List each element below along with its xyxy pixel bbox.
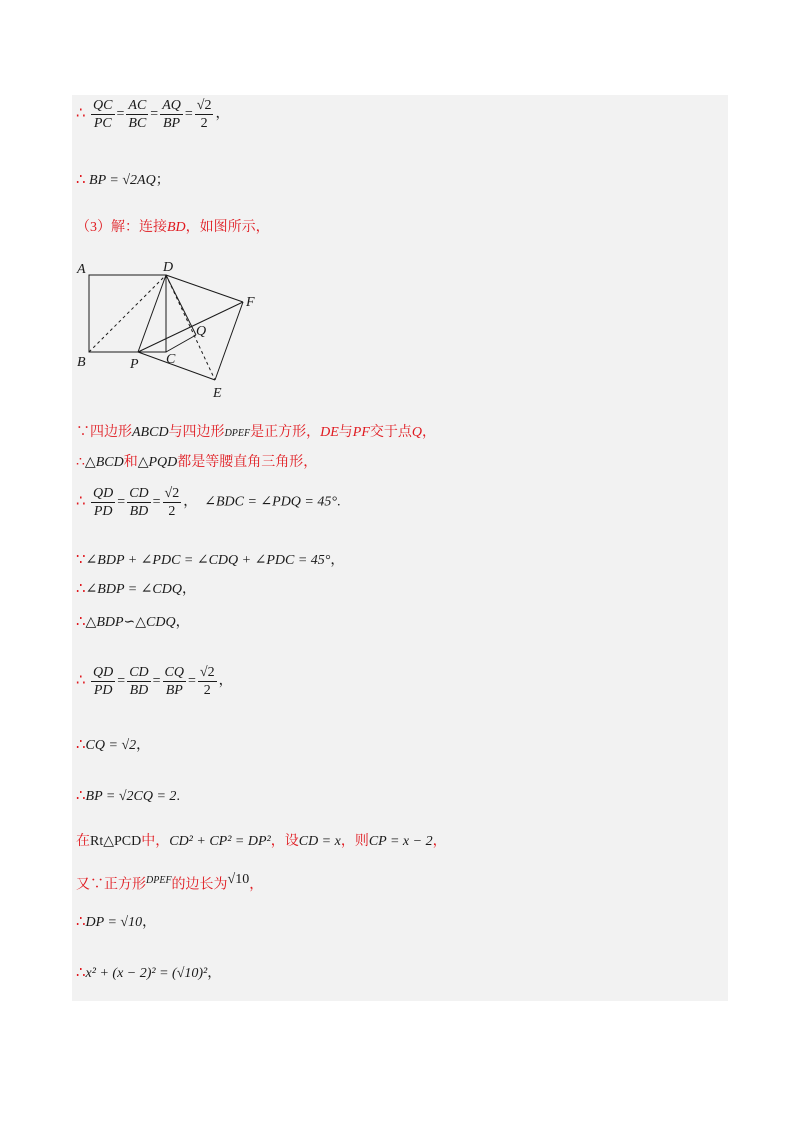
text: 交于点 xyxy=(369,425,412,440)
text: ，则 xyxy=(340,834,369,849)
numerator: √2 xyxy=(164,486,180,501)
therefore-symbol: ∴ xyxy=(76,172,86,188)
numerator: AC xyxy=(128,98,147,113)
label-F: F xyxy=(246,295,255,310)
therefore-symbol: ∴ xyxy=(76,614,86,630)
therefore-symbol: ∴ xyxy=(76,493,86,510)
punct: ， xyxy=(330,553,345,568)
therefore-symbol: ∴ xyxy=(76,455,85,470)
equation: x² + (x − 2)² = (√10)² xyxy=(85,966,208,981)
fraction xyxy=(198,664,217,699)
angle-sum-line xyxy=(76,550,344,571)
given-line xyxy=(76,423,436,444)
punct: ， xyxy=(215,106,230,122)
label-A: A xyxy=(77,262,86,277)
ratio-line-1: ∴ $\frac{QC}{PC}$ = $\frac{AC}{BC}$ = $\frac{AQ}{BP}$ = $\frac{√2}{2}$ ， xyxy=(76,98,230,131)
numerator: √2 xyxy=(199,665,215,680)
denominator: BD xyxy=(129,683,149,698)
numerator: √2 xyxy=(196,98,212,113)
punct: ， xyxy=(249,877,264,893)
punct: ， xyxy=(183,494,198,510)
fraction xyxy=(163,664,186,699)
therefore-symbol: ∴ xyxy=(76,737,86,753)
fraction xyxy=(195,97,214,132)
punct: ， xyxy=(136,738,151,753)
denominator: 2 xyxy=(168,504,176,519)
angle-equal-line xyxy=(76,579,196,600)
fraction xyxy=(127,485,150,520)
dp-line xyxy=(76,912,156,933)
text: 在 xyxy=(76,834,90,849)
denominator: 2 xyxy=(203,683,211,698)
shape-name: DPEF xyxy=(146,875,172,886)
denominator: PD xyxy=(93,683,113,698)
equation: ∠BDP = ∠CDQ xyxy=(85,582,182,597)
punct: ， xyxy=(207,966,222,981)
fraction xyxy=(91,485,115,520)
text: 与四边形 xyxy=(168,425,225,440)
heading-text: （3）解：连接 xyxy=(76,220,167,235)
numerator: QD xyxy=(93,486,114,501)
therefore-symbol: ∴ xyxy=(76,965,86,981)
numerator: CD xyxy=(129,486,149,501)
label-B: B xyxy=(77,355,86,370)
label-P: P xyxy=(130,357,139,372)
shape-name: DPEF xyxy=(224,428,251,439)
equation: △BDP∽△CDQ xyxy=(85,615,176,630)
punct: ， xyxy=(432,834,447,849)
fraction xyxy=(91,664,115,699)
value: √10 xyxy=(227,872,250,887)
text: 的边长为 xyxy=(171,877,228,893)
numerator: AQ xyxy=(162,98,181,113)
pythagoras-line xyxy=(76,832,447,852)
part3-heading xyxy=(76,218,270,238)
label-Q: Q xyxy=(196,324,207,339)
ratio-line-2: ∴ $\frac{QD}{PD}$ = $\frac{CD}{BD}$ = $\frac{√2}{2}$ ， ∠BDC = ∠PDQ = 45°. xyxy=(76,486,341,519)
label-D: D xyxy=(163,260,174,275)
because-symbol: ∵ xyxy=(76,552,86,568)
label-C: C xyxy=(166,352,176,367)
fraction xyxy=(127,664,150,699)
text: ，设 xyxy=(270,834,299,849)
text: 又∵正方形 xyxy=(76,877,146,893)
bp-value-line xyxy=(76,786,180,807)
therefore-symbol: ∴ xyxy=(76,105,86,122)
similar-line xyxy=(76,612,190,633)
segment-name: PF xyxy=(352,425,370,440)
equation: BP = √2AQ xyxy=(89,173,156,188)
segment-name: BD xyxy=(167,220,186,235)
punct: ， xyxy=(218,673,233,689)
denominator: PD xyxy=(93,504,113,519)
equation: ∠BDP + ∠PDC = ∠CDQ + ∠PDC = 45° xyxy=(85,553,331,568)
point-name: Q xyxy=(411,425,423,440)
triangle-name: Rt△PCD xyxy=(90,834,142,849)
numerator: CQ xyxy=(164,665,184,680)
triangle-name: △BCD xyxy=(84,455,124,470)
text: 中， xyxy=(141,834,170,849)
cq-line xyxy=(76,735,150,756)
punct: . xyxy=(176,789,180,804)
numerator: QC xyxy=(93,98,113,113)
punct: ； xyxy=(155,173,170,188)
geometry-figure xyxy=(72,255,272,405)
fraction xyxy=(91,97,114,132)
denominator: BP xyxy=(165,683,183,698)
triangle-name: △PQD xyxy=(137,455,178,470)
punct: . xyxy=(336,494,341,510)
ratio-line-3: ∴ $\frac{QD}{PD}$ = $\frac{CD}{BD}$ = $\frac{CQ}{BP}$ = $\frac{√2}{2}$ ， xyxy=(76,665,233,698)
text: 与 xyxy=(338,425,353,440)
equation: CP = x − 2 xyxy=(368,834,433,849)
text: 是正方形， xyxy=(250,425,321,440)
text: 和 xyxy=(123,455,138,470)
equation-line xyxy=(76,963,221,984)
punct: ， xyxy=(175,615,190,630)
triangle-line xyxy=(76,453,317,473)
shape-name: ABCD xyxy=(132,425,169,440)
therefore-symbol: ∴ xyxy=(76,672,86,689)
denominator: BD xyxy=(129,504,149,519)
therefore-symbol: ∴ xyxy=(76,788,86,804)
therefore-symbol: ∴ xyxy=(76,914,86,930)
label-E: E xyxy=(213,386,222,401)
text: ∵四边形 xyxy=(76,425,132,440)
fraction xyxy=(126,97,148,132)
angle-equation: ∠BDC = ∠PDQ = 45° xyxy=(204,494,337,510)
text: 都是等腰直角三角形， xyxy=(177,455,318,470)
equation: BP = √2CQ = 2 xyxy=(85,789,177,804)
equation: CQ = √2 xyxy=(85,738,137,753)
side-length-line xyxy=(76,870,263,896)
denominator: 2 xyxy=(200,116,208,131)
denominator: BC xyxy=(128,116,147,131)
equation: CD² + CP² = DP² xyxy=(169,834,271,849)
therefore-symbol: ∴ xyxy=(76,581,86,597)
numerator: CD xyxy=(129,665,149,680)
numerator: QD xyxy=(93,665,114,680)
heading-text: ，如图所示， xyxy=(185,220,270,235)
denominator: BP xyxy=(162,116,181,131)
punct: ， xyxy=(181,582,196,597)
punct: ， xyxy=(422,425,437,440)
bp-line xyxy=(76,170,170,191)
punct: ， xyxy=(142,915,157,930)
fraction xyxy=(160,97,183,132)
fraction xyxy=(163,485,182,520)
segment-name: DE xyxy=(320,425,339,440)
equation: DP = √10 xyxy=(85,915,143,930)
denominator: PC xyxy=(93,116,112,131)
equation: CD = x xyxy=(298,834,341,849)
